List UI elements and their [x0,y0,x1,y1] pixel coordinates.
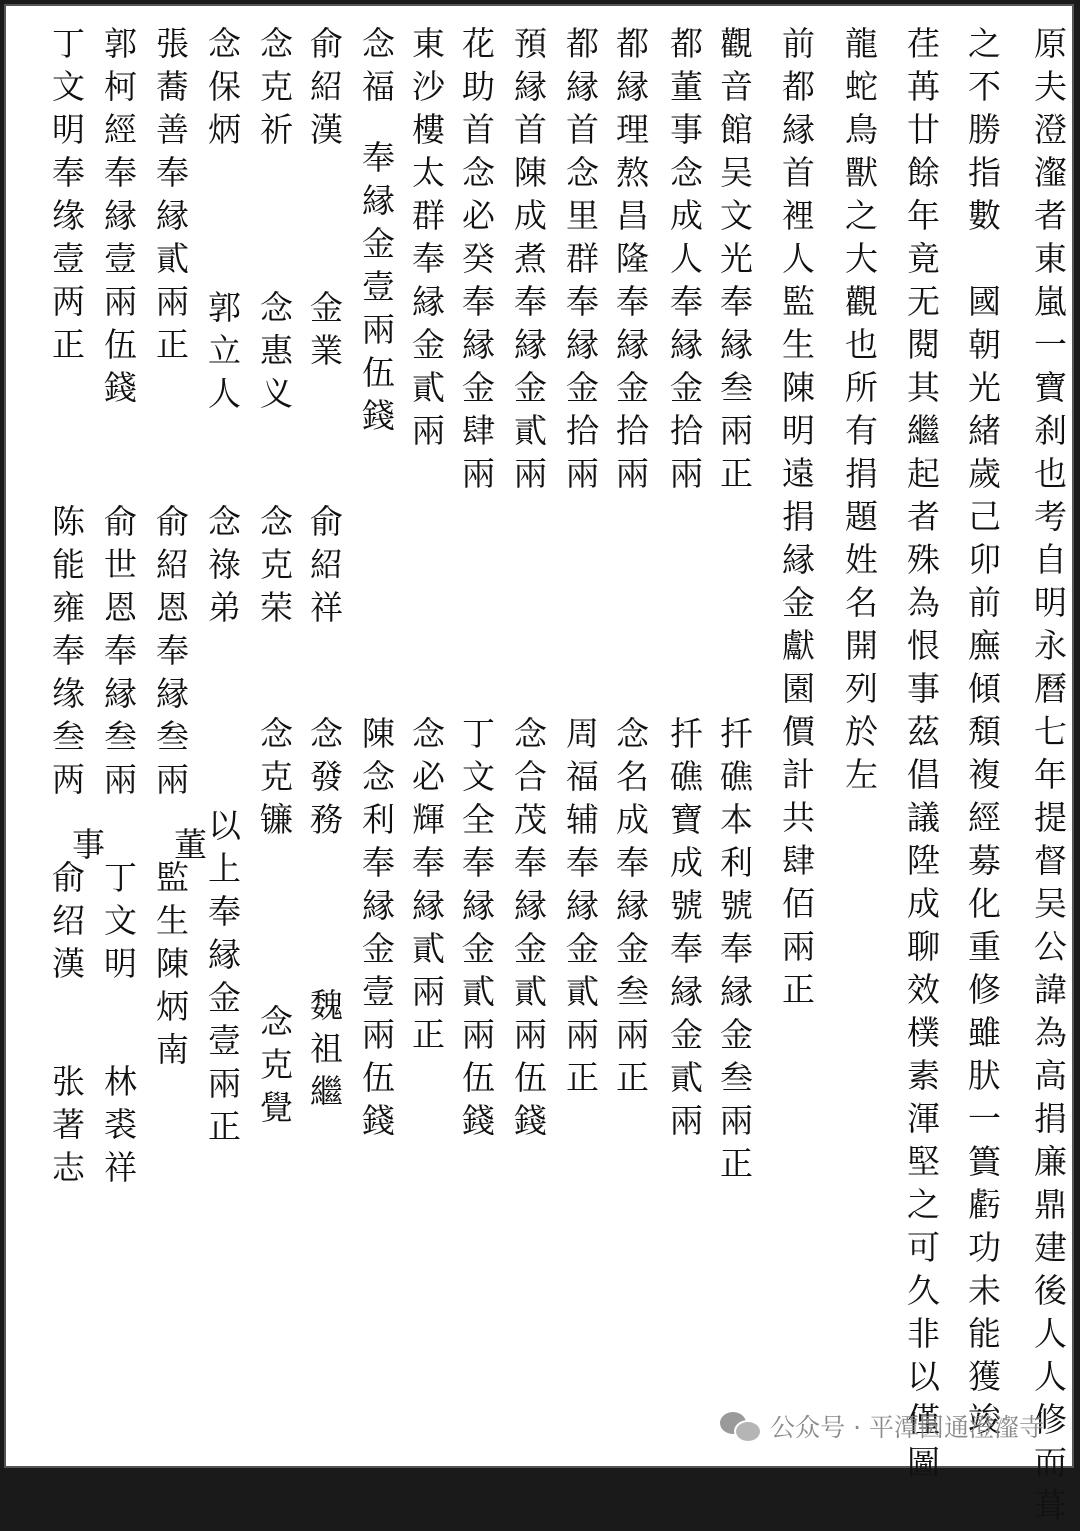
text-column: 周福辅奉縁金貳兩正 [561,716,600,1103]
text-column: 林裘祥 [99,1064,138,1193]
text-column: 郭立人 [203,290,242,419]
text-column: 預縁首陳成煮奉縁金貳兩 [509,26,548,499]
text-column: 丁文明 [99,860,138,989]
text-column: 奉縁金壹兩伍錢 [357,140,396,441]
text-column: 原夫澄瀣者東嵐一寶刹也考自明永曆七年提督吴公諱為高捐廉鼎建後人人修而葺 [1029,26,1068,1531]
text-column: 監生陳炳南 [151,860,190,1075]
text-column: 都縁理熬昌隆奉縁金拾兩 [611,26,650,499]
text-column: 龍蛇鳥獸之大觀也所有捐題姓名開列於左 [840,26,879,800]
text-column: 念克镰 [255,716,294,845]
text-column: 俞紹漢 [305,26,344,155]
text-column: 前都縁首裡人監生陳明遠捐縁金獻園價計共肆佰兩正 [777,26,816,1015]
text-column: 張蕎善奉縁貳兩正 [151,26,190,370]
text-column: 念福 [357,26,396,112]
watermark-text: 公众号 · 平潭圆通澄瀣寺 [770,1413,1044,1442]
text-column: 念名成奉縁金叁兩正 [611,716,650,1103]
text-column: 念祿弟 [203,504,242,633]
text-column: 念發務 [305,716,344,845]
text-column: 東沙樓太群奉縁金貳兩 [407,26,446,456]
text-column: 念克祈 [255,26,294,155]
text-column: 郭柯經奉縁壹兩伍錢 [99,26,138,413]
text-column: 俞紹恩奉縁叁兩 [151,504,190,805]
text-column: 觀音館吴文光奉縁叁兩正 [715,26,754,499]
wechat-icon [720,1410,760,1442]
text-column: 俞世恩奉縁叁兩 [99,504,138,805]
text-column: 陳念利奉縁金壹兩伍錢 [357,716,396,1146]
text-column: 念必輝奉縁貳兩正 [407,716,446,1060]
text-column: 念合茂奉縁金貳兩伍錢 [509,716,548,1146]
text-column: 俞绍漢 [47,860,86,989]
text-column: 念惠义 [255,290,294,419]
text-column: 念克覺 [255,1004,294,1133]
dongshi-heading: 事 董 [72,825,225,864]
text-column: 俞紹祥 [305,504,344,633]
text-column: 丁文明奉缘壹两正 [47,26,86,370]
inscription-page [4,4,1074,1531]
text-column: 扦礁本利號奉縁金叁兩正 [715,716,754,1189]
text-column: 花助首念必癸奉縁金肆兩 [457,26,496,499]
text-column: 之不勝指數 國朝光緒歲己卯前廡傾頽複經募化重修雖肰一簣虧功未能獲竣 [963,26,1002,1445]
text-column: 魏祖繼 [305,988,344,1117]
text-column: 扦礁寶成號奉縁金貳兩 [665,716,704,1146]
text-column: 都縁首念里群奉縁金拾兩 [561,26,600,499]
text-column: 念保炳 [203,26,242,155]
text-column: 念克荣 [255,504,294,633]
text-column: 陈能雍奉缘叁两 [47,504,86,805]
watermark [720,1408,1044,1444]
text-column: 丁文全奉縁金貳兩伍錢 [457,716,496,1146]
text-column: 荏苒廿餘年竟无閱其繼起者殊為恨事茲倡議陞成聊效樸素渾堅之可久非以僅圖 [902,26,941,1488]
text-column: 张著志 [47,1064,86,1193]
text-column: 都董事念成人奉縁金拾兩 [665,26,704,499]
text-column: 金業 [305,290,344,376]
text-column: 以上奉縁金壹兩正 [203,808,242,1152]
